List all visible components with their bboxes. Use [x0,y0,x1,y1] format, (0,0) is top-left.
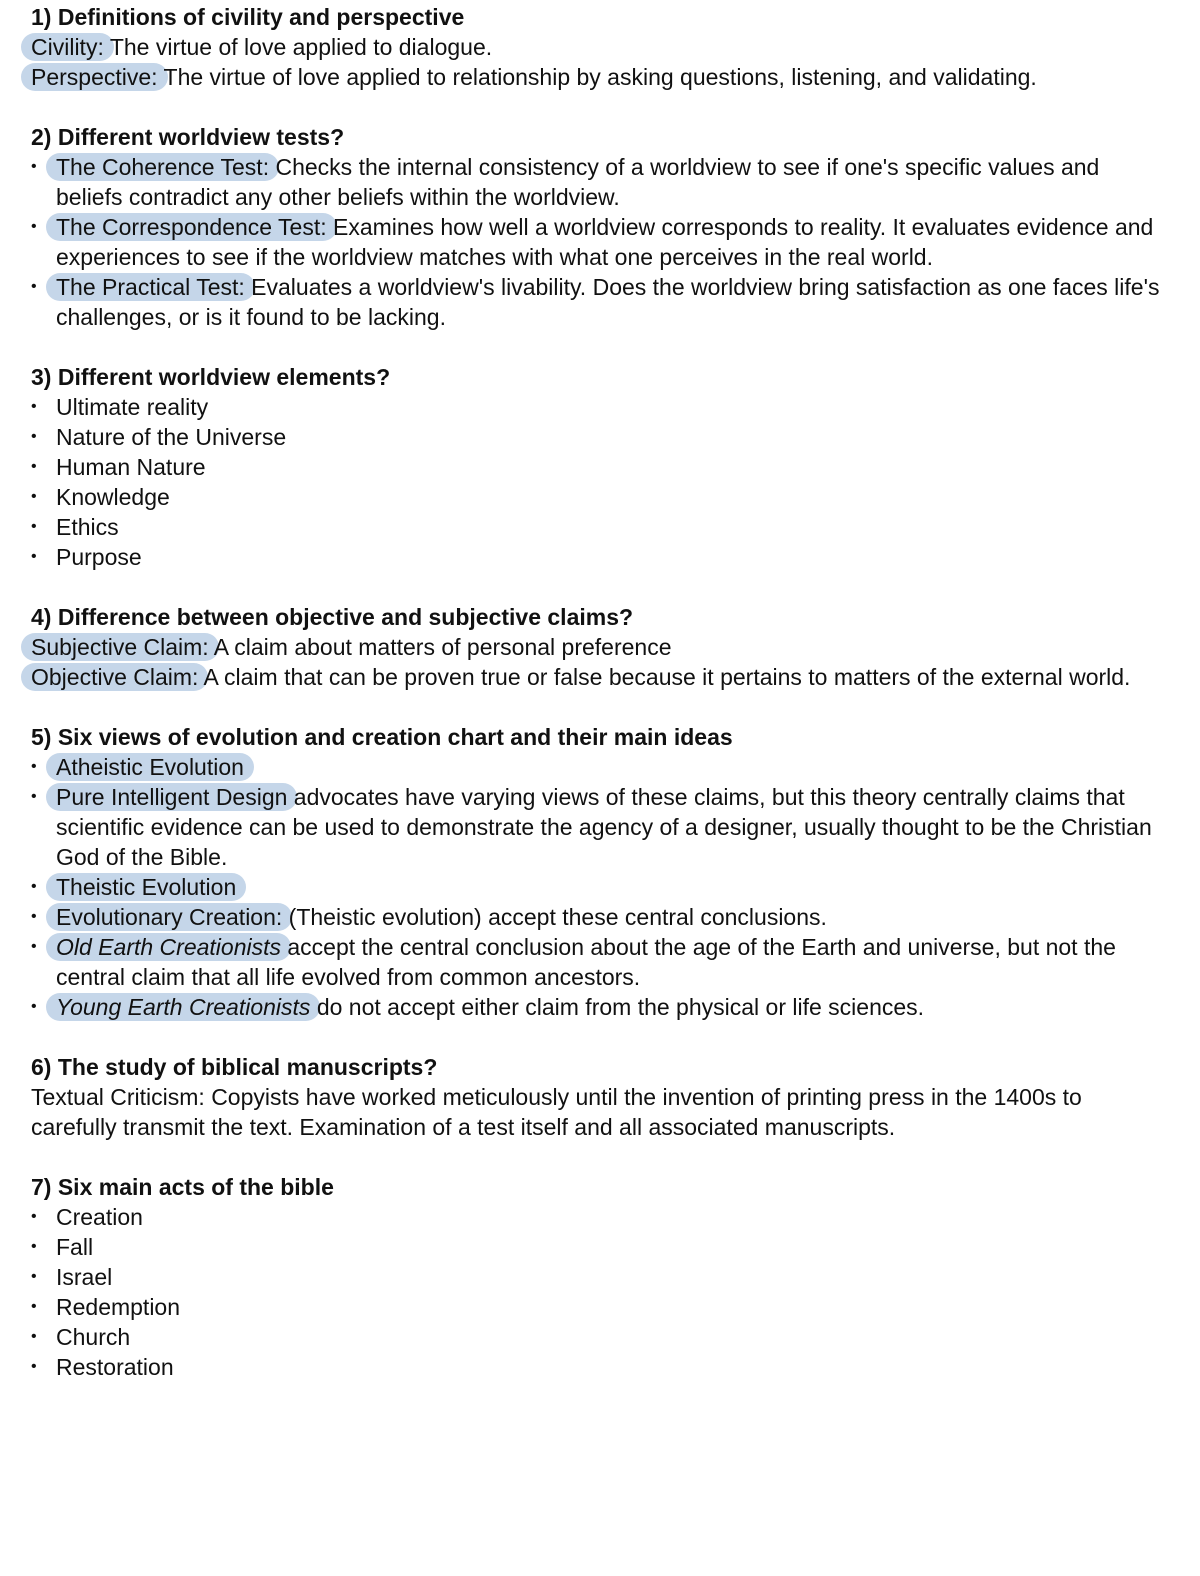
item-text: Examines how well a worldview corresponds to reality. It evaluates evidence and experiences to see if the worldview matches with what one perceives in the real world. [56,214,1154,270]
section-civility-perspective [31,2,1171,92]
textual-criticism-text: Textual Criticism: Copyists have worked meticulously until the invention of printing press in the 1400s to carefully transmit the text. Examination of a test itself and all associated manuscripts. [31,1084,1082,1140]
item-text: accept the central conclusion about the age of the Earth and universe, but not the central claim that all life evolved from common ancestors. [56,934,1116,990]
list-item: • Nature of the Universe [31,422,1171,452]
list-item: • Restoration [31,1352,1171,1382]
section-acts-of-bible [31,1172,1171,1382]
highlighted-term: The Practical Test: [46,273,255,301]
section-heading: 1) Definitions of civility and perspective [31,4,465,30]
list-item: • Ethics [31,512,1171,542]
item-text: advocates have varying views of these claims, but this theory centrally claims that scientific evidence can be used to demonstrate the agency of a designer, usually thought to be the Christian God of the Bible. [56,784,1152,870]
list-item: • Redemption [31,1292,1171,1322]
bible-acts-list [31,1202,1171,1382]
evolution-views-list [31,752,1171,1022]
definition-text: The virtue of love applied to dialogue. [103,34,493,60]
worldview-tests-list [31,152,1171,332]
definition-subjective-claim [31,632,1171,662]
highlighted-term: Young Earth Creationists [46,993,320,1021]
item-text: Evaluates a worldview's livability. Does the worldview bring satisfaction as one faces life's challenges, or is it found to be lacking. [56,274,1160,330]
list-item [31,992,1171,1022]
highlighted-term: The Correspondence Test: [46,213,337,241]
definition-text: A claim about matters of personal preference [208,634,672,660]
definition-text: The virtue of love applied to relationship by asking questions, listening, and validating. [157,64,1037,90]
section-heading: 2) Different worldview tests? [31,124,345,150]
item-text: (Theistic evolution) accept these central conclusions. [282,904,827,930]
list-item [31,752,1171,782]
section-worldview-tests [31,122,1171,332]
highlighted-term: Civility: [21,33,114,61]
highlighted-term: Evolutionary Creation: [46,903,292,931]
section-heading: 4) Difference between objective and subjective claims? [31,604,634,630]
definition-objective-claim [31,662,1171,692]
section-worldview-elements [31,362,1171,572]
item-text: do not accept either claim from the physical or life sciences. [310,994,925,1020]
item-text: Checks the internal consistency of a worldview to see if one's specific values and beliefs contradict any other beliefs within the worldview. [56,154,1100,210]
section-biblical-manuscripts [31,1052,1171,1142]
list-item [31,932,1171,992]
highlighted-term: Subjective Claim: [21,633,219,661]
section-claims [31,602,1171,692]
definition-perspective [31,62,1171,92]
worldview-elements-list [31,392,1171,572]
definition-civility [31,32,1171,62]
highlighted-term: Atheistic Evolution [46,753,254,781]
highlighted-term: Perspective: [21,63,168,91]
list-item: • Ultimate reality [31,392,1171,422]
list-item: • Purpose [31,542,1171,572]
highlighted-term: Objective Claim: [21,663,208,691]
list-item: • Church [31,1322,1171,1352]
list-item [31,902,1171,932]
list-item: • Knowledge [31,482,1171,512]
section-heading: 7) Six main acts of the bible [31,1174,334,1200]
list-item [31,872,1171,902]
list-item [31,152,1171,212]
list-item: • Creation [31,1202,1171,1232]
section-heading: 3) Different worldview elements? [31,364,391,390]
list-item [31,212,1171,272]
list-item: • Fall [31,1232,1171,1262]
list-item [31,272,1171,332]
list-item [31,782,1171,872]
list-item: • Israel [31,1262,1171,1292]
highlighted-term: Theistic Evolution [46,873,246,901]
highlighted-term: Old Earth Creationists [46,933,291,961]
highlighted-term: The Coherence Test: [46,153,279,181]
definition-text: A claim that can be proven true or false because it pertains to matters of the external world. [198,664,1131,690]
highlighted-term: Pure Intelligent Design [46,783,297,811]
section-heading: 5) Six views of evolution and creation chart and their main ideas [31,724,733,750]
section-heading: 6) The study of biblical manuscripts? [31,1054,438,1080]
section-evolution-creation-views [31,722,1171,1022]
list-item: • Human Nature [31,452,1171,482]
document-page [31,2,1171,1412]
